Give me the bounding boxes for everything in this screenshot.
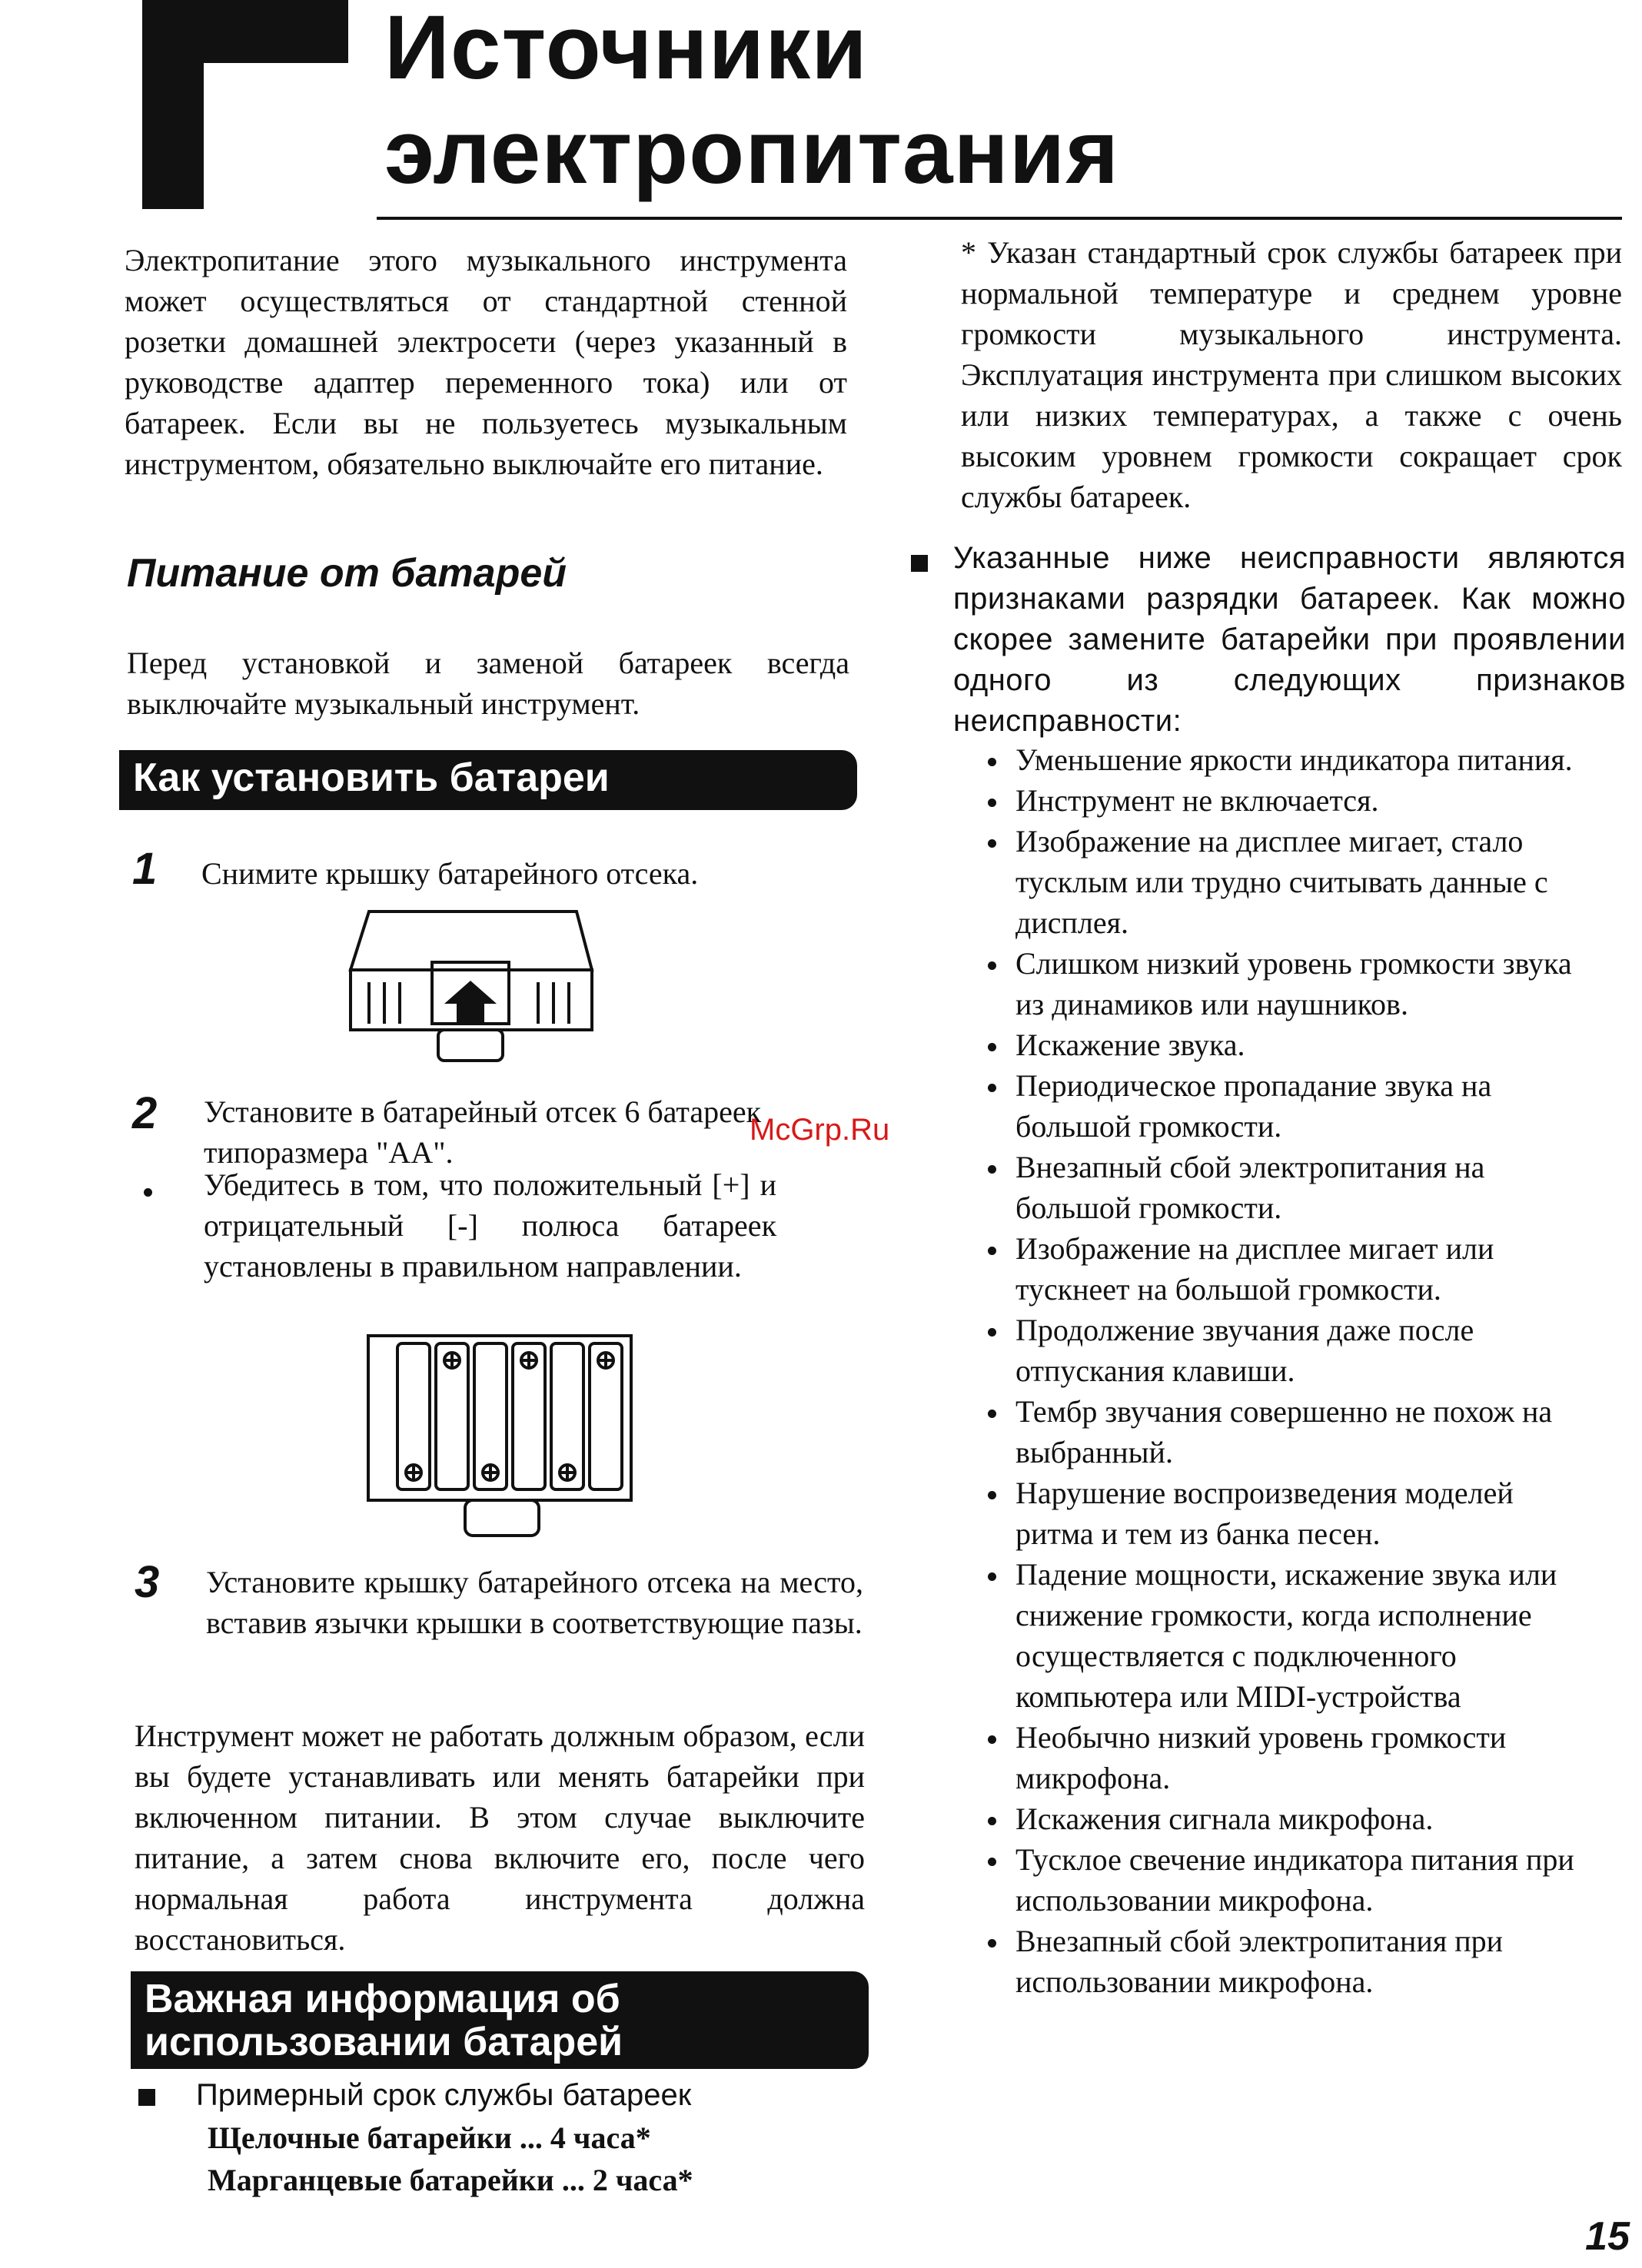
step-2-note: Убедитесь в том, что положительный [+] и отрицательный [-] полюса батареек установлены в правильном направлении. <box>204 1167 776 1283</box>
intro-paragraph: Электропитание этого музыкального инструмента может осуществляться от стандартной стенной розетки домашней электросети (через указанный в руководстве адаптер переменного тока) или от батареек. Если вы не пользуетесь музыкальным инструментом, обязательно выключайте его питание. <box>125 243 847 481</box>
manganese-life: Марганцевые батарейки ... 2 часа* <box>208 2163 693 2197</box>
important-banner <box>131 1971 869 2069</box>
battery-life-footnote: * Указан стандартный срок службы батареек при нормальной температуре и среднем уровне громкости музыкального инструмента. Эксплуатация инструмента при слишком высоких или низких температурах, а также с очень высоким уровнем громкости сокращает срок службы батареек. <box>961 235 1622 514</box>
symptom-item: Внезапный сбой электропитания на большой громкости. <box>988 1147 1595 1228</box>
important-banner-line1: Важная информация об <box>145 1977 620 2021</box>
symptom-item: Искажение звука. <box>988 1024 1595 1065</box>
symptom-item: Изображение на дисплее мигает, стало тусклым или трудно считывать данные с дисплея. <box>988 821 1595 943</box>
battery-power-heading: Питание от батарей <box>127 551 567 596</box>
install-banner: Как установить батареи <box>119 750 857 810</box>
symptom-item: Инструмент не включается. <box>988 780 1595 821</box>
install-warning: Инструмент может не работать должным образом, если вы будете устанавливать или менять батарейки при включенном питании. В этом случае выключите питание, а затем снова включите его, после чего нормальная работа инструмента должна восстановиться. <box>135 1718 865 1957</box>
step-2-number: 2 <box>132 1088 158 1138</box>
battery-power-text: Перед установкой и заменой батареек всегда выключайте музыкальный инструмент. <box>127 646 849 721</box>
step-3-text: Установите крышку батарейного отсека на место, вставив язычки крышки в соответствующие пазы. <box>206 1565 863 1640</box>
battery-life-label: Примерный срок службы батареек <box>196 2078 692 2112</box>
symptoms-intro: Указанные ниже неисправности являются признаками разрядки батареек. Как можно скорее замените батарейки при проявлении одного из следующих признаков неисправности: <box>953 541 1626 738</box>
step-1-number: 1 <box>132 844 158 894</box>
symptoms-bullet-square <box>911 555 928 572</box>
page-number: 15 <box>1585 2214 1630 2259</box>
symptom-item: Продолжение звучания даже после отпускания клавиши. <box>988 1310 1595 1391</box>
step-2-text: Установите в батарейный отсек 6 батареек типоразмера "АА". <box>204 1094 762 1170</box>
symptom-item: Необычно низкий уровень громкости микрофона. <box>988 1717 1595 1798</box>
symptom-item: Падение мощности, искажение звука или снижение громкости, когда исполнение осуществляется с подключенного компьютера или MIDI-устройства <box>988 1554 1595 1717</box>
page-title-line2: электропитания <box>384 101 1120 203</box>
symptom-item: Внезапный сбой электропитания при использовании микрофона. <box>988 1921 1595 2002</box>
life-bullet-square <box>138 2089 155 2106</box>
symptom-item: Периодическое пропадание звука на большой громкости. <box>988 1065 1595 1147</box>
symptom-item: Нарушение воспроизведения моделей ритма и тем из банка песен. <box>988 1473 1595 1554</box>
step-2-note-bullet <box>144 1188 152 1197</box>
title-block-notch <box>204 63 348 209</box>
battery-compartment-illustration <box>365 1328 634 1551</box>
step-3-number: 3 <box>135 1557 160 1607</box>
watermark: McGrp.Ru <box>750 1113 890 1147</box>
symptom-item: Изображение на дисплее мигает или тускнеет на большой громкости. <box>988 1228 1595 1310</box>
symptoms-list <box>988 739 1595 2002</box>
symptom-item: Искажения сигнала микрофона. <box>988 1798 1595 1839</box>
battery-cover-illustration <box>346 908 600 1085</box>
page-title-line1: Источники <box>384 0 868 98</box>
important-banner-line2: использовании батарей <box>145 2020 623 2064</box>
symptom-item: Слишком низкий уровень громкости звука из динамиков или наушников. <box>988 943 1595 1024</box>
symptom-item: Тембр звучания совершенно не похож на выбранный. <box>988 1391 1595 1473</box>
alkaline-life: Щелочные батарейки ... 4 часа* <box>208 2120 651 2155</box>
title-rule <box>377 217 1622 220</box>
symptom-item: Уменьшение яркости индикатора питания. <box>988 739 1595 780</box>
step-1-text: Снимите крышку батарейного отсека. <box>201 856 699 891</box>
symptom-item: Тусклое свечение индикатора питания при использовании микрофона. <box>988 1839 1595 1921</box>
